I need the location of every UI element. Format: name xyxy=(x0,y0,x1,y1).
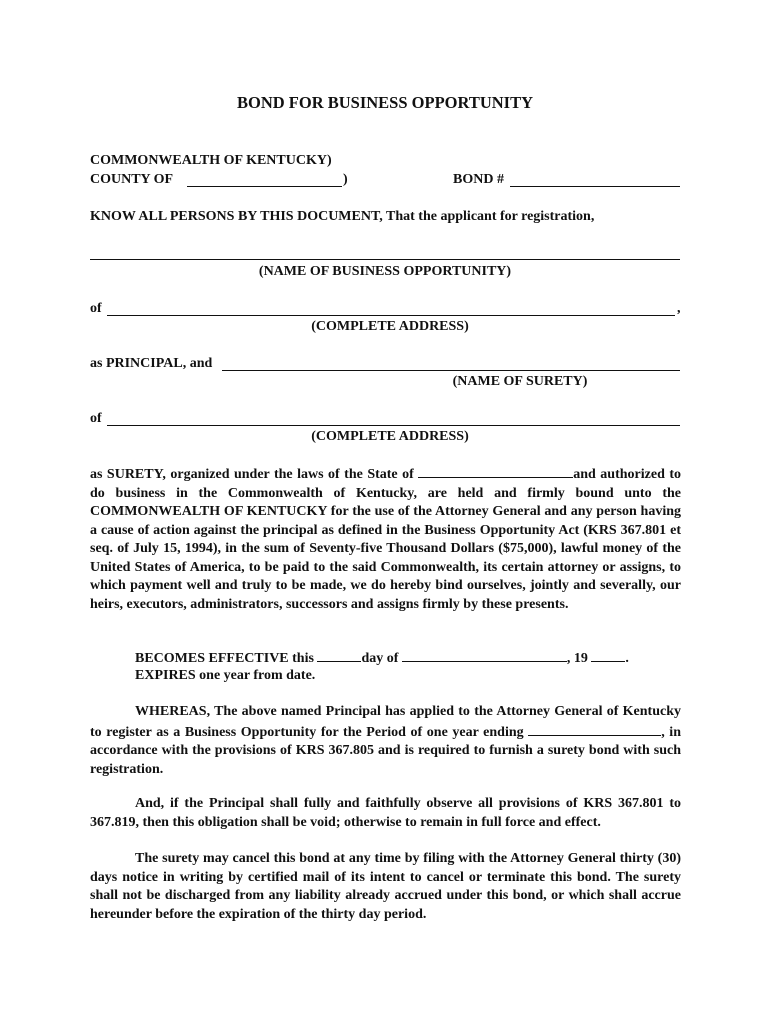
business-name-blank[interactable] xyxy=(90,259,680,260)
county-close-paren: ) xyxy=(343,172,348,187)
bond-number-blank[interactable] xyxy=(510,186,680,187)
county-blank[interactable] xyxy=(187,186,342,187)
effective-day-of: day of xyxy=(361,651,399,666)
condition-text: And, if the Principal shall fully and faithfully observe all provisions of KRS 367.801 to 367.819, then this obligation shall be void; otherwise to remain in full force and effect. xyxy=(90,796,681,830)
effective-prefix: BECOMES EFFECTIVE this xyxy=(135,651,314,666)
whereas-paragraph xyxy=(90,703,681,779)
of-label: of xyxy=(90,301,102,316)
condition-paragraph xyxy=(90,795,681,832)
cancel-text: The surety may cancel this bond at any time by filing with the Attorney General thirty (30) days notice in writing by certified mail of its intent to cancel or terminate this bond. The surety shall not be discharged from any liability already accrued under this bond, or which shall accrue hereunder before the expiration of the thirty day period. xyxy=(90,851,681,922)
commonwealth-label: COMMONWEALTH OF KENTUCKY) xyxy=(90,153,332,168)
surety-name-caption: (NAME OF SURETY) xyxy=(452,374,588,389)
surety-paragraph-start: as SURETY, organized under the laws of the State of xyxy=(90,467,414,482)
surety-paragraph-rest: and authorized to do business in the Commonwealth of Kentucky, are held and firmly bound unto the COMMONWEALTH OF KENTUCKY for the use of the Attorney General and any person having a cause of action against the principal as defined in the Business Opportunity Act (KRS 367.801 et seq. of July 15, 1994), in the sum of Seventy-five Thousand Dollars ($75,000), lawful money of the United States of America, to be paid to the said Commonwealth, its certain attorney or assigns, to which payment well and truly to be made, we do hereby bind ourselves, jointly and severally, our heirs, executors, administrators, successors and assigns firmly by these presents. xyxy=(90,467,681,612)
principal-address-caption: (COMPLETE ADDRESS) xyxy=(311,319,469,334)
comma-mark: , xyxy=(677,301,681,316)
whereas-end: , in accordance with the provisions of KRS 367.805 and is required to furnish a surety bond with such registration. xyxy=(90,724,681,777)
effective-line xyxy=(135,648,629,668)
surety-address-blank[interactable] xyxy=(107,425,680,426)
intro-text: KNOW ALL PERSONS BY THIS DOCUMENT, That the applicant for registration, xyxy=(90,209,595,224)
state-blank[interactable] xyxy=(418,464,573,478)
surety-paragraph xyxy=(90,464,681,614)
period-ending-blank[interactable] xyxy=(528,722,661,736)
principal-label: as PRINCIPAL, and xyxy=(90,356,213,371)
surety-address-caption: (COMPLETE ADDRESS) xyxy=(311,429,469,444)
effective-year-label: , 19 xyxy=(566,651,588,666)
business-name-caption: (NAME OF BUSINESS OPPORTUNITY) xyxy=(258,264,512,279)
cancel-paragraph xyxy=(90,850,681,924)
bond-number-label: BOND # xyxy=(453,172,504,187)
whereas-start: WHEREAS, The above named Principal has applied to the Attorney General of Kentucky to register as a Business Opportunity for the Period of one year ending xyxy=(90,704,681,740)
effective-year-blank[interactable] xyxy=(591,648,625,662)
expires-text: EXPIRES one year from date. xyxy=(135,668,316,683)
effective-month-blank[interactable] xyxy=(402,648,567,662)
effective-end: . xyxy=(625,651,629,666)
document-title: BOND FOR BUSINESS OPPORTUNITY xyxy=(236,93,533,112)
of-label-surety: of xyxy=(90,411,102,426)
effective-day-blank[interactable] xyxy=(317,648,361,662)
surety-name-blank[interactable] xyxy=(222,370,680,371)
principal-address-blank[interactable] xyxy=(107,315,675,316)
county-label: COUNTY OF xyxy=(90,172,174,187)
